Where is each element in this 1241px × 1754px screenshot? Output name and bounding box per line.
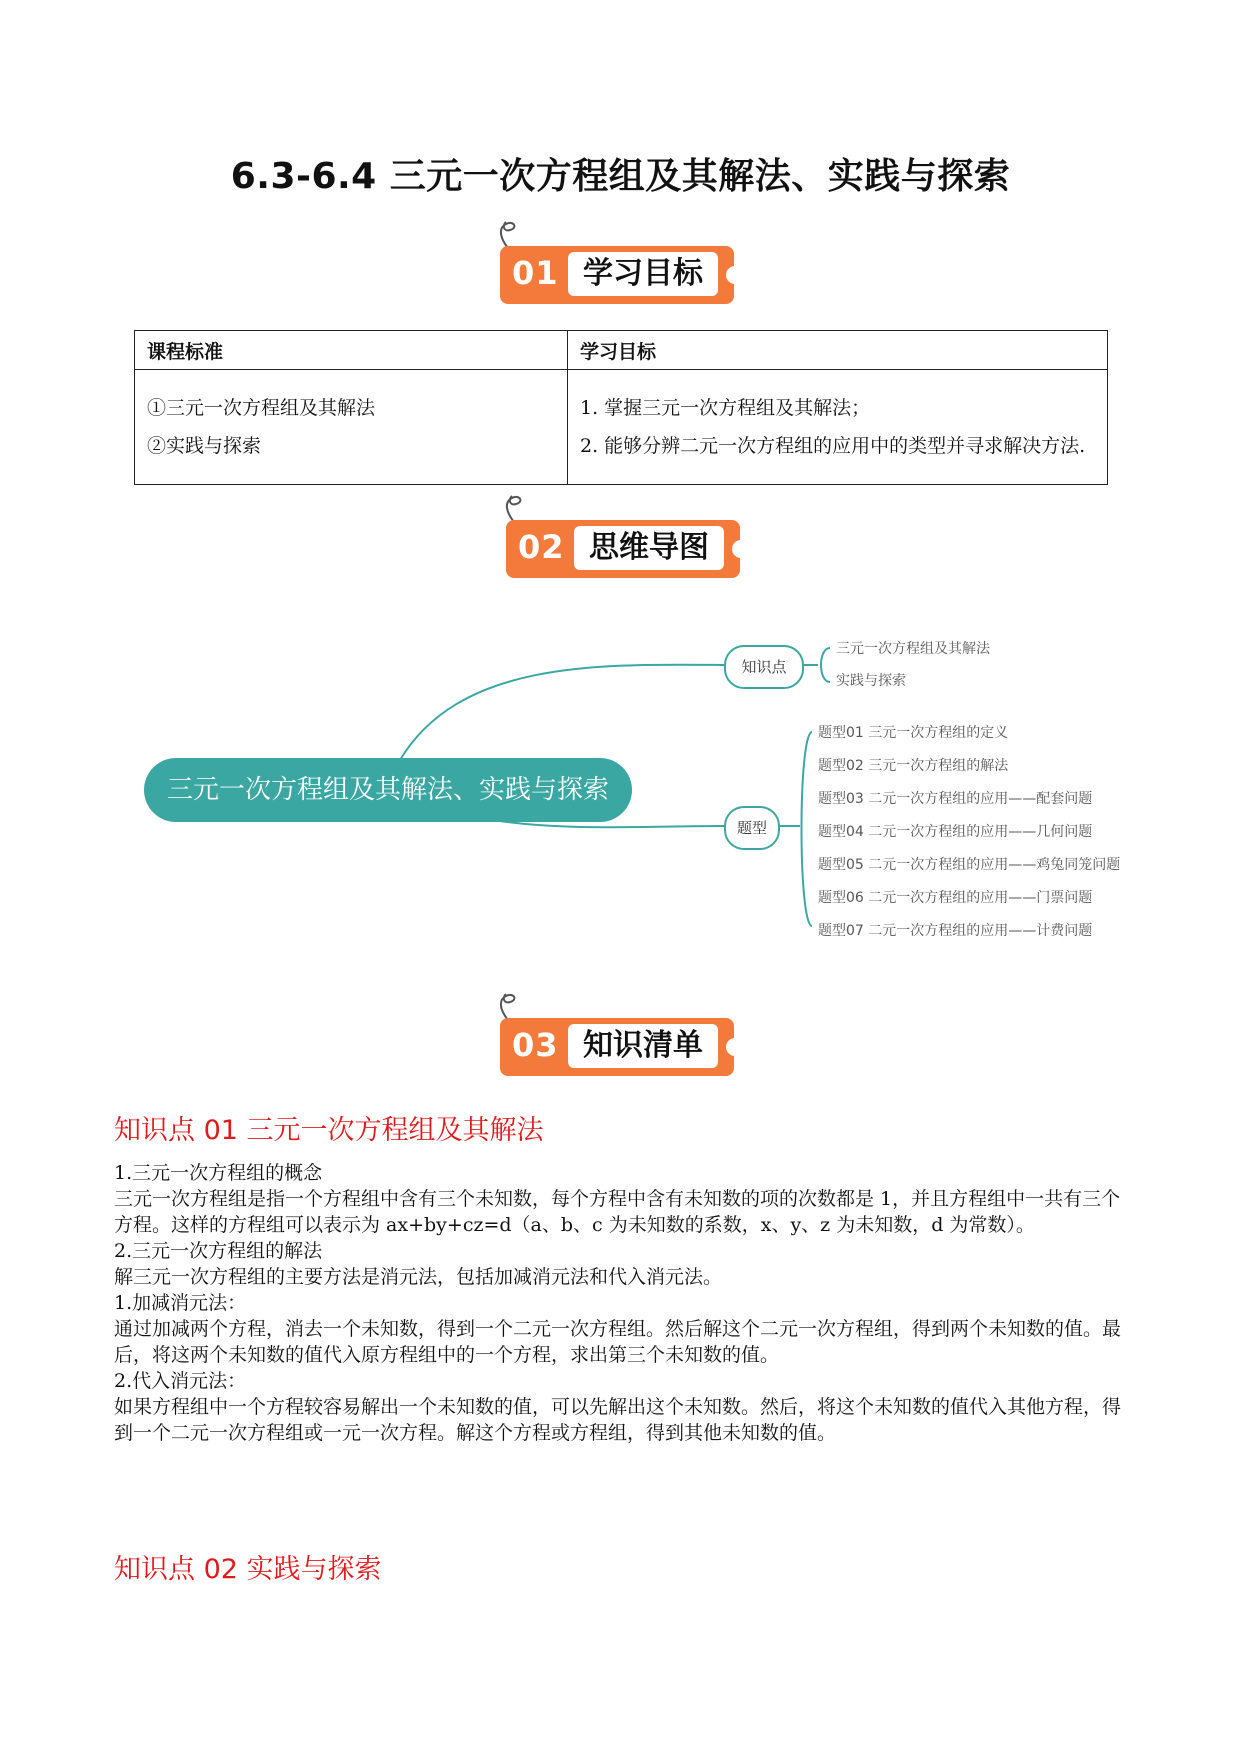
goal-item: 1. 掌握三元一次方程组及其解法； <box>580 397 871 419</box>
section-label: 思维导图 <box>574 526 724 570</box>
section-badge-01 <box>500 240 734 300</box>
table-cell-goal <box>568 370 1108 485</box>
knowledge-point-heading: 知识点 01 三元一次方程组及其解法 <box>114 1115 544 1146</box>
paragraph: 通过加减两个方程，消去一个未知数，得到一个二元一次方程组。然后解这个二元一次方程组，得到两个未知数的值。最后，将这两个未知数的值代入原方程组中的一个方程，求出第三个未知数的值。 <box>114 1318 1122 1366</box>
paragraph: 1.加减消元法： <box>114 1292 247 1314</box>
goal-item: 2. 能够分辨二元一次方程组的应用中的类型并寻求解决方法. <box>580 435 1086 457</box>
knowledge-point-heading: 知识点 02 实践与探索 <box>114 1554 382 1585</box>
knowledge-point-body <box>114 1160 1124 1446</box>
table-cell-standard <box>135 370 568 485</box>
table-header-goal: 学习目标 <box>568 331 1108 370</box>
mind-map <box>0 600 1241 960</box>
mind-map-leaf: 题型02 三元一次方程组的解法 <box>818 758 1009 774</box>
mind-map-leaf: 实践与探索 <box>836 673 906 689</box>
mind-map-leaf: 题型06 二元一次方程组的应用——门票问题 <box>818 890 1093 906</box>
mind-map-node-types: 题型 <box>724 806 780 850</box>
mind-map-leaf: 题型03 二元一次方程组的应用——配套问题 <box>818 791 1093 807</box>
standards-table <box>134 330 1108 485</box>
mind-map-leaf: 题型04 二元一次方程组的应用——几何问题 <box>818 824 1093 840</box>
standard-item: ②实践与探索 <box>147 435 262 457</box>
mind-map-leaf: 三元一次方程组及其解法 <box>836 641 990 657</box>
paragraph: 2.代入消元法： <box>114 1370 247 1392</box>
section-number: 02 <box>518 528 565 566</box>
section-number: 01 <box>512 254 559 292</box>
mind-map-root: 三元一次方程组及其解法、实践与探索 <box>144 758 632 822</box>
section-badge-02 <box>506 514 740 574</box>
standard-item: ①三元一次方程组及其解法 <box>147 397 376 419</box>
paragraph: 2.三元一次方程组的解法 <box>114 1240 323 1262</box>
curl-icon <box>500 490 530 524</box>
page-title: 6.3-6.4 三元一次方程组及其解法、实践与探索 <box>230 156 1011 197</box>
paragraph: 三元一次方程组是指一个方程组中含有三个未知数，每个方程中含有未知数的项的次数都是 1，并且方程组中一共有三个方程。这样的方程组可以表示为 ax+by+cz=d（a、b、c 为未知数的系数，x、y、z 为未知数，d 为常数）。 <box>114 1188 1121 1236</box>
section-label: 知识清单 <box>568 1024 718 1068</box>
mind-map-leaf: 题型05 二元一次方程组的应用——鸡兔同笼问题 <box>818 857 1121 873</box>
section-number: 03 <box>512 1026 559 1064</box>
curl-icon <box>494 988 524 1022</box>
section-badge-03 <box>500 1012 734 1072</box>
paragraph: 如果方程组中一个方程较容易解出一个未知数的值，可以先解出这个未知数。然后，将这个未知数的值代入其他方程，得到一个二元一次方程组或一元一次方程。解这个方程或方程组，得到其他未知数的值。 <box>114 1396 1122 1444</box>
paragraph: 解三元一次方程组的主要方法是消元法，包括加减消元法和代入消元法。 <box>114 1266 723 1288</box>
mind-map-leaf: 题型01 三元一次方程组的定义 <box>818 725 1009 741</box>
mind-map-leaf: 题型07 二元一次方程组的应用——计费问题 <box>818 923 1093 939</box>
mind-map-node-knowledge: 知识点 <box>724 645 804 689</box>
table-header-standard: 课程标准 <box>135 331 568 370</box>
curl-icon <box>494 216 524 250</box>
paragraph: 1.三元一次方程组的概念 <box>114 1162 323 1184</box>
section-label: 学习目标 <box>568 252 718 296</box>
